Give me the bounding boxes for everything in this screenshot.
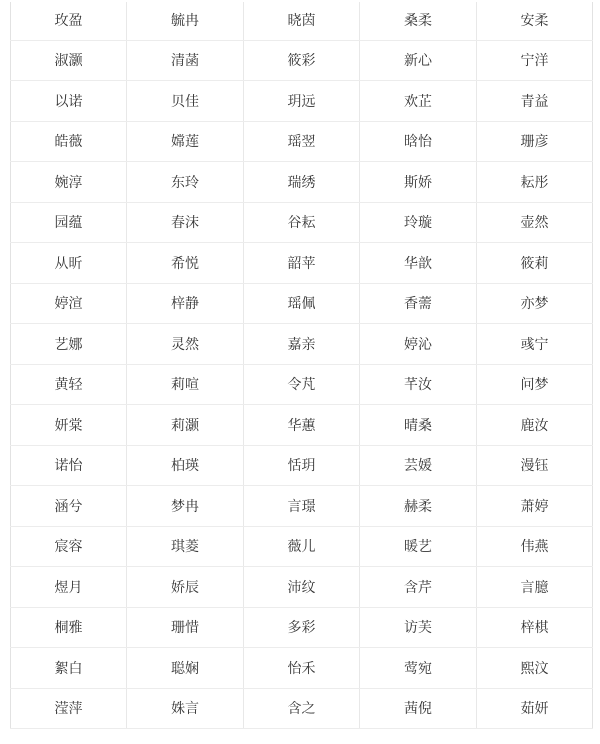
name-cell: 华歆 <box>360 243 477 284</box>
name-cell: 琪菱 <box>127 526 244 567</box>
name-cell: 姝言 <box>127 688 244 729</box>
name-cell: 清菡 <box>127 40 244 81</box>
table-row <box>11 405 593 446</box>
name-cell: 访芙 <box>360 607 477 648</box>
name-cell: 漫钰 <box>477 445 593 486</box>
name-cell: 淑灏 <box>11 40 127 81</box>
name-cell: 含芹 <box>360 567 477 608</box>
table-row <box>11 688 593 729</box>
name-cell: 絮白 <box>11 648 127 689</box>
name-cell: 晗怡 <box>360 121 477 162</box>
name-cell: 萧婷 <box>477 486 593 527</box>
name-cell: 鹿汝 <box>477 405 593 446</box>
name-cell: 含之 <box>244 688 360 729</box>
name-cell: 梓静 <box>127 283 244 324</box>
name-cell: 青益 <box>477 81 593 122</box>
name-cell: 婉淳 <box>11 162 127 203</box>
name-cell: 珊彦 <box>477 121 593 162</box>
name-cell: 令芃 <box>244 364 360 405</box>
name-cell: 玥远 <box>244 81 360 122</box>
name-cell: 谷耘 <box>244 202 360 243</box>
table-row <box>11 607 593 648</box>
names-table-body <box>11 0 593 729</box>
name-cell: 欢芷 <box>360 81 477 122</box>
name-cell: 华蕙 <box>244 405 360 446</box>
table-row <box>11 526 593 567</box>
name-cell: 新心 <box>360 40 477 81</box>
name-cell: 灵然 <box>127 324 244 365</box>
name-cell: 莉灏 <box>127 405 244 446</box>
name-cell: 安柔 <box>477 0 593 40</box>
table-row <box>11 567 593 608</box>
name-cell: 妍棠 <box>11 405 127 446</box>
name-cell: 春沫 <box>127 202 244 243</box>
name-cell: 玫盈 <box>11 0 127 40</box>
name-cell: 从昕 <box>11 243 127 284</box>
name-cell: 玲璇 <box>360 202 477 243</box>
table-row <box>11 486 593 527</box>
name-cell: 茜倪 <box>360 688 477 729</box>
name-cell: 以诺 <box>11 81 127 122</box>
table-row <box>11 283 593 324</box>
name-cell: 贝佳 <box>127 81 244 122</box>
name-cell: 宸容 <box>11 526 127 567</box>
table-row <box>11 121 593 162</box>
name-cell: 熙汶 <box>477 648 593 689</box>
name-cell: 莺宛 <box>360 648 477 689</box>
name-cell: 沛纹 <box>244 567 360 608</box>
name-cell: 诺怡 <box>11 445 127 486</box>
name-cell: 黄轻 <box>11 364 127 405</box>
name-cell: 聪娴 <box>127 648 244 689</box>
name-cell: 瑶佩 <box>244 283 360 324</box>
table-row <box>11 243 593 284</box>
name-cell: 彧宁 <box>477 324 593 365</box>
name-cell: 珊惜 <box>127 607 244 648</box>
name-cell: 皓薇 <box>11 121 127 162</box>
name-cell: 斯娇 <box>360 162 477 203</box>
name-cell: 赫柔 <box>360 486 477 527</box>
name-cell: 宁洋 <box>477 40 593 81</box>
name-cell: 瑶翌 <box>244 121 360 162</box>
name-cell: 桐雅 <box>11 607 127 648</box>
table-row <box>11 0 593 40</box>
name-cell: 桑柔 <box>360 0 477 40</box>
name-cell: 言臆 <box>477 567 593 608</box>
name-cell: 问梦 <box>477 364 593 405</box>
table-row <box>11 40 593 81</box>
name-cell: 亦梦 <box>477 283 593 324</box>
name-cell: 筱彩 <box>244 40 360 81</box>
table-row <box>11 162 593 203</box>
name-cell: 园蕴 <box>11 202 127 243</box>
name-cell: 壶然 <box>477 202 593 243</box>
name-cell: 涵兮 <box>11 486 127 527</box>
top-edge-mask <box>10 0 594 2</box>
name-cell: 婷沁 <box>360 324 477 365</box>
name-cell: 言璟 <box>244 486 360 527</box>
name-cell: 煜月 <box>11 567 127 608</box>
name-cell: 娇辰 <box>127 567 244 608</box>
table-row <box>11 202 593 243</box>
name-cell: 瑞绣 <box>244 162 360 203</box>
name-cell: 婷渲 <box>11 283 127 324</box>
name-cell: 晴桑 <box>360 405 477 446</box>
name-cell: 东玲 <box>127 162 244 203</box>
name-cell: 芸媛 <box>360 445 477 486</box>
name-cell: 茹妍 <box>477 688 593 729</box>
table-row <box>11 364 593 405</box>
name-cell: 嘉亲 <box>244 324 360 365</box>
name-cell: 梓棋 <box>477 607 593 648</box>
name-cell: 薇儿 <box>244 526 360 567</box>
name-cell: 晓茵 <box>244 0 360 40</box>
names-table <box>10 0 593 729</box>
name-cell: 嫦莲 <box>127 121 244 162</box>
name-cell: 恬玥 <box>244 445 360 486</box>
name-cell: 莉喧 <box>127 364 244 405</box>
table-row <box>11 445 593 486</box>
name-cell: 暖艺 <box>360 526 477 567</box>
name-cell: 梦冉 <box>127 486 244 527</box>
name-cell: 香薷 <box>360 283 477 324</box>
name-cell: 筱莉 <box>477 243 593 284</box>
table-row <box>11 81 593 122</box>
name-cell: 希悦 <box>127 243 244 284</box>
name-cell: 毓冉 <box>127 0 244 40</box>
name-cell: 耘彤 <box>477 162 593 203</box>
name-cell: 伟燕 <box>477 526 593 567</box>
table-row <box>11 324 593 365</box>
name-cell: 滢萍 <box>11 688 127 729</box>
name-cell: 多彩 <box>244 607 360 648</box>
table-row <box>11 648 593 689</box>
name-cell: 芊汝 <box>360 364 477 405</box>
name-cell: 韶苹 <box>244 243 360 284</box>
name-cell: 怡禾 <box>244 648 360 689</box>
name-cell: 艺娜 <box>11 324 127 365</box>
name-cell: 柏瑛 <box>127 445 244 486</box>
